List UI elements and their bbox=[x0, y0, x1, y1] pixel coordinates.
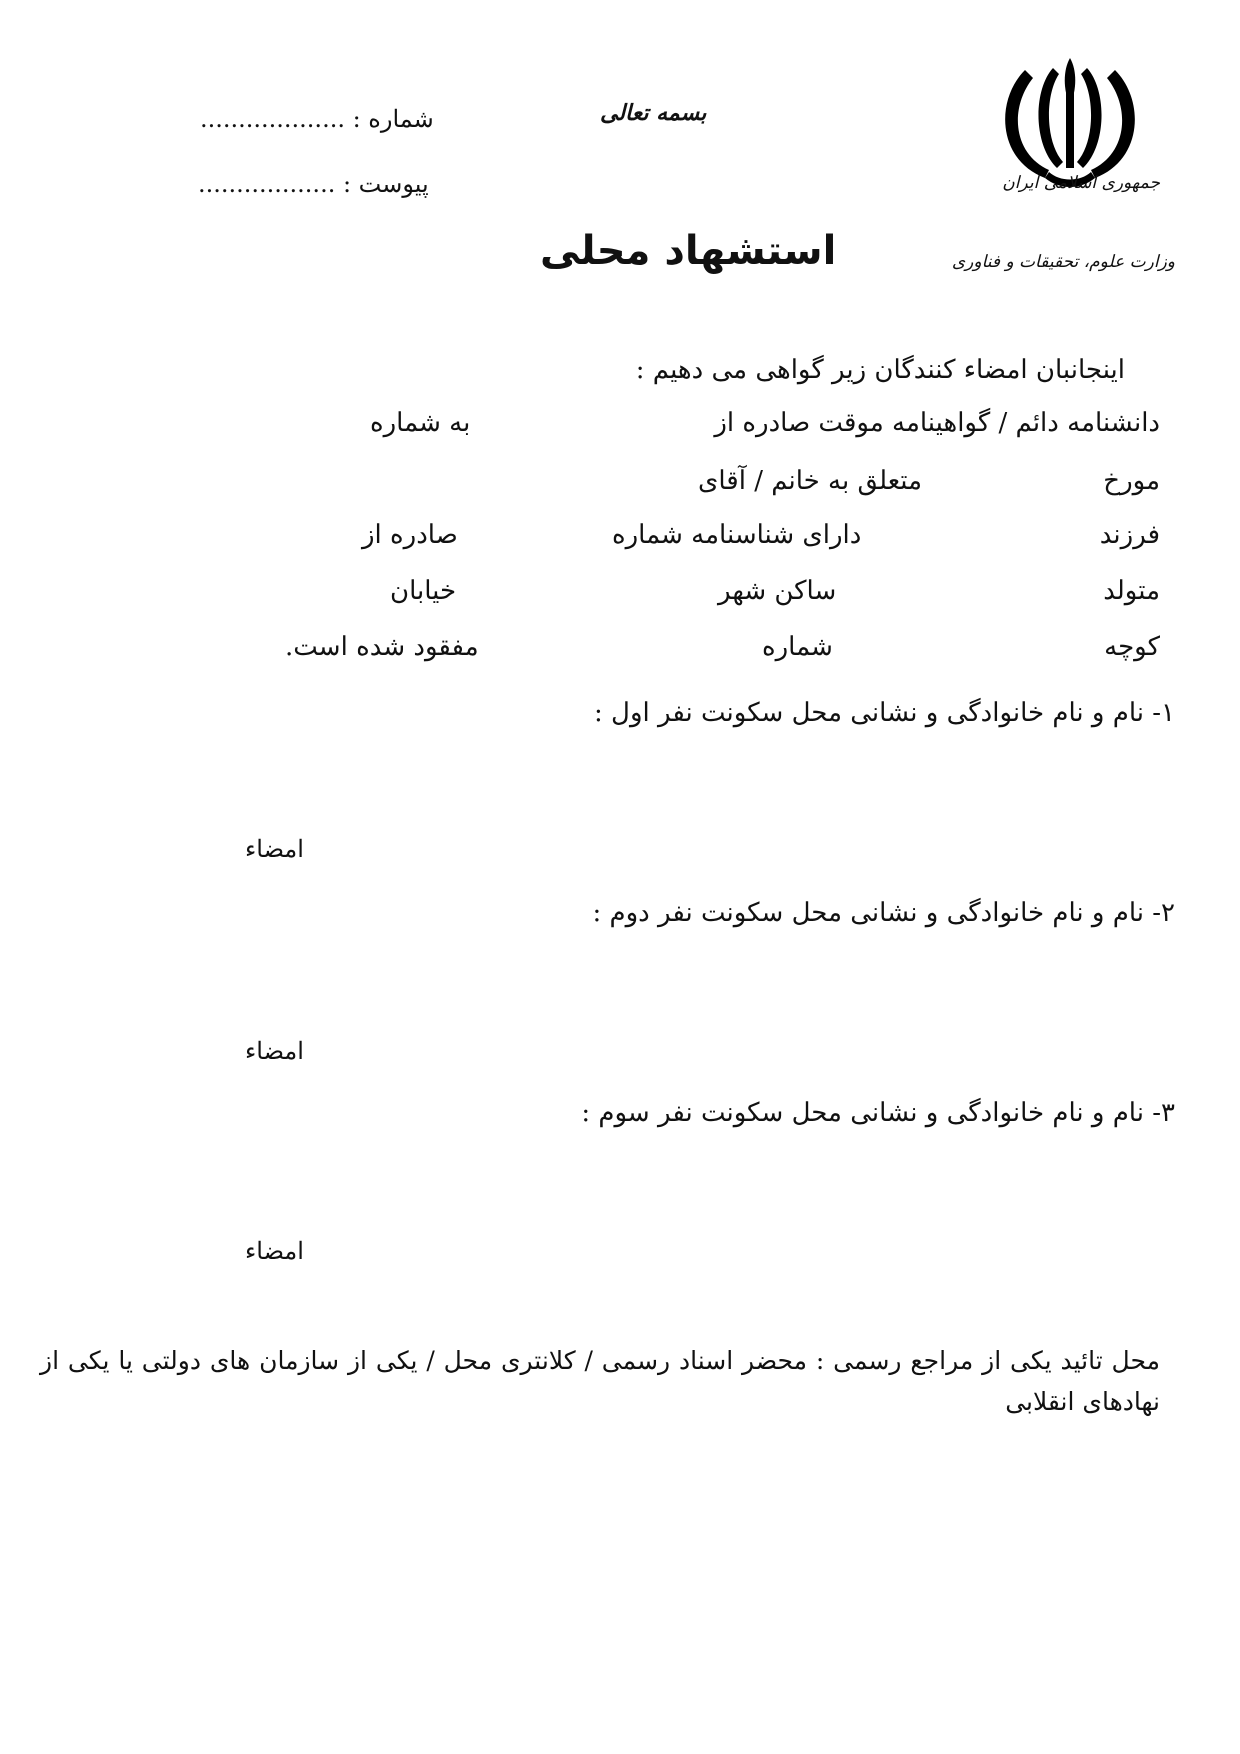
official-confirmation-note: محل تائید یکی از مراجع رسمی : محضر اسناد رسمی / کلانتری محل / یکی از سازمان های دولتی یا یکی از نهادهای انقلابی bbox=[40, 1346, 1160, 1417]
bismillah-heading: بسمه تعالی bbox=[600, 100, 707, 126]
intro-statement: اینجانبان امضاء کنندگان زیر گواهی می دهیم : bbox=[635, 355, 1125, 385]
witness-1-label: ۱- نام و نام خانوادگی و نشانی محل سکونت نفر اول : bbox=[594, 698, 1175, 728]
born-label: متولد bbox=[1103, 576, 1160, 606]
letter-number-field: شماره : ................... bbox=[200, 105, 434, 133]
emblem-caption: جمهوری اسلامی ایران bbox=[1002, 173, 1160, 193]
street-label: خیابان bbox=[390, 576, 457, 606]
child-of-label: فرزند bbox=[1099, 520, 1160, 550]
dated-label: مورخ bbox=[1103, 466, 1160, 496]
attachment-field: پیوست : .................. bbox=[198, 170, 429, 198]
witness-2-label: ۲- نام و نام خانوادگی و نشانی محل سکونت نفر دوم : bbox=[592, 898, 1175, 928]
witness-3-signature: امضاء bbox=[245, 1237, 304, 1265]
resident-city-label: ساکن شهر bbox=[718, 576, 837, 606]
belongs-to-label: متعلق به خانم / آقای bbox=[698, 466, 923, 496]
id-number-label: دارای شناسنامه شماره bbox=[612, 520, 862, 550]
degree-number-label: به شماره bbox=[370, 408, 471, 438]
issued-from-label: صادره از bbox=[362, 520, 458, 550]
alley-label: کوچه bbox=[1104, 632, 1160, 662]
lost-statement: مفقود شده است. bbox=[285, 632, 479, 662]
page-title: استشهاد محلی bbox=[540, 228, 837, 274]
witness-2-signature: امضاء bbox=[245, 1037, 304, 1065]
ministry-name: وزارت علوم، تحقیقات و فناوری bbox=[951, 252, 1175, 272]
number-label: شماره bbox=[762, 632, 833, 662]
degree-label: دانشنامه دائم / گواهینامه موقت صادره از bbox=[714, 408, 1160, 438]
witness-3-label: ۳- نام و نام خانوادگی و نشانی محل سکونت نفر سوم : bbox=[581, 1098, 1175, 1128]
witness-1-signature: امضاء bbox=[245, 835, 304, 863]
